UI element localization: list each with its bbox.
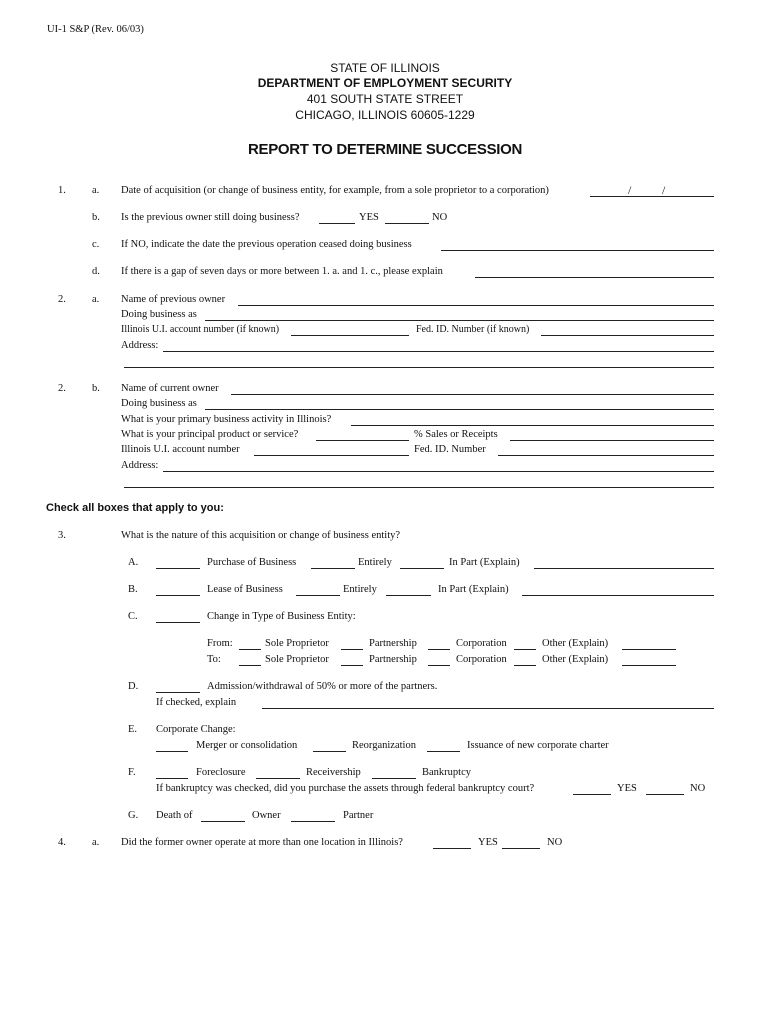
q2b-ui-acct-label: Illinois U.I. account number xyxy=(121,444,240,455)
q2b-address-field[interactable] xyxy=(163,471,714,472)
q2b-product-label: What is your principal product or service? xyxy=(121,429,299,440)
q3c-to-corporation-label: Corporation xyxy=(456,654,507,665)
q3f-no-label: NO xyxy=(690,783,706,794)
q3c-from-explain-field[interactable] xyxy=(622,649,676,650)
q3c-to-partnership-label: Partnership xyxy=(369,654,417,665)
q1a-date-slash-2: / xyxy=(662,183,666,197)
q3a-in-part-field[interactable] xyxy=(400,568,444,569)
q1a-date-slash-1: / xyxy=(628,183,632,197)
q3d-explain-field[interactable] xyxy=(262,708,714,709)
q2b-sales-label: % Sales or Receipts xyxy=(414,429,498,440)
q3c-change-field[interactable] xyxy=(156,622,200,623)
q3c-to-other-label: Other (Explain) xyxy=(542,654,609,665)
q1c-letter: c. xyxy=(92,239,100,250)
header-department: DEPARTMENT OF EMPLOYMENT SECURITY xyxy=(257,76,513,90)
q1b-letter: b. xyxy=(92,212,100,223)
q3g-owner-field[interactable] xyxy=(201,821,245,822)
q3g-partner-label: Partner xyxy=(343,810,374,821)
q3f-bankruptcy-field[interactable] xyxy=(372,778,416,779)
q2b-fed-id-label: Fed. ID. Number xyxy=(414,444,486,455)
q3e-letter: E. xyxy=(128,724,138,735)
q4a-letter: a. xyxy=(92,837,100,848)
q2b-sales-field[interactable] xyxy=(510,440,714,441)
q4-number: 4. xyxy=(58,837,66,848)
q2a-fed-id-field[interactable] xyxy=(541,335,714,336)
q1b-yes-field[interactable] xyxy=(319,223,355,224)
q4a-no-label: NO xyxy=(547,837,563,848)
q3c-from-label: From: xyxy=(207,638,233,649)
q3e-label: Corporate Change: xyxy=(156,724,236,735)
q1b-yes-label: YES xyxy=(359,212,379,223)
q3c-to-partnership-field[interactable] xyxy=(341,665,363,666)
q2b-activity-field[interactable] xyxy=(351,425,714,426)
q3a-purchase-label: Purchase of Business xyxy=(207,557,297,568)
q3d-checked-label: If checked, explain xyxy=(156,697,237,708)
q2a-dba-label: Doing business as xyxy=(121,309,197,320)
q3b-entirely-field[interactable] xyxy=(296,595,340,596)
q3c-from-corporation-label: Corporation xyxy=(456,638,507,649)
q2a-dba-field[interactable] xyxy=(205,320,714,321)
q3d-letter: D. xyxy=(128,681,139,692)
q2a-prev-owner-field[interactable] xyxy=(238,305,714,306)
q2b-number: 2. xyxy=(58,383,66,394)
q3b-lease-label: Lease of Business xyxy=(207,584,283,595)
q3a-in-part-label: In Part (Explain) xyxy=(449,557,520,568)
q3c-to-explain-field[interactable] xyxy=(622,665,676,666)
q3f-question-label: If bankruptcy was checked, did you purchase the assets through federal bankruptcy court? xyxy=(156,783,535,794)
q3a-letter: A. xyxy=(128,557,139,568)
q4a-yes-label: YES xyxy=(478,837,498,848)
q2b-address-label: Address: xyxy=(121,460,159,471)
q3-label: What is the nature of this acquisition or change of business entity? xyxy=(121,530,401,541)
q2a-address-field-2[interactable] xyxy=(124,367,714,368)
q1b-no-label: NO xyxy=(432,212,448,223)
q2b-cur-owner-field[interactable] xyxy=(231,394,714,395)
q3a-explain-field[interactable] xyxy=(534,568,714,569)
q4a-no-field[interactable] xyxy=(502,848,540,849)
q2a-address-label: Address: xyxy=(121,340,159,351)
q2b-address-field-2[interactable] xyxy=(124,487,714,488)
q3f-foreclosure-field[interactable] xyxy=(156,778,188,779)
q2b-letter: b. xyxy=(92,383,100,394)
q3f-yes-field[interactable] xyxy=(573,794,611,795)
q2b-dba-label: Doing business as xyxy=(121,398,197,409)
q2a-fed-id-label: Fed. ID. Number (if known) xyxy=(416,324,530,335)
check-heading: Check all boxes that apply to you: xyxy=(46,502,224,514)
q2a-number: 2. xyxy=(58,294,66,305)
q1a-date-field[interactable] xyxy=(590,196,714,197)
q3c-letter: C. xyxy=(128,611,138,622)
q3d-field[interactable] xyxy=(156,692,200,693)
q3f-receivership-field[interactable] xyxy=(256,778,300,779)
q1d-explain-field[interactable] xyxy=(475,277,714,278)
q2b-fed-id-field[interactable] xyxy=(498,455,714,456)
q3e-issuance-label: Issuance of new corporate charter xyxy=(467,740,609,751)
q3e-reorg-field[interactable] xyxy=(313,751,346,752)
q3c-to-label: To: xyxy=(207,654,221,665)
q3c-from-other-field[interactable] xyxy=(514,649,536,650)
q2b-dba-field[interactable] xyxy=(205,409,714,410)
q3e-merger-field[interactable] xyxy=(156,751,188,752)
q3g-owner-label: Owner xyxy=(252,810,281,821)
q2b-cur-owner-label: Name of current owner xyxy=(121,383,219,394)
q3g-letter: G. xyxy=(128,810,139,821)
q2a-address-field[interactable] xyxy=(163,351,714,352)
q3f-receivership-label: Receivership xyxy=(306,767,361,778)
q3b-letter: B. xyxy=(128,584,138,595)
q3c-to-corporation-field[interactable] xyxy=(428,665,450,666)
form-id: UI-1 S&P (Rev. 06/03) xyxy=(47,24,144,35)
q3c-to-sole-label: Sole Proprietor xyxy=(265,654,329,665)
q3e-issuance-field[interactable] xyxy=(427,751,460,752)
q3c-from-corporation-field[interactable] xyxy=(428,649,450,650)
q3f-foreclosure-label: Foreclosure xyxy=(196,767,246,778)
q3-number: 3. xyxy=(58,530,66,541)
q3f-bankruptcy-label: Bankruptcy xyxy=(422,767,471,778)
q1b-no-field[interactable] xyxy=(385,223,429,224)
q1b-label: Is the previous owner still doing business? xyxy=(121,212,300,223)
q2a-ui-acct-field[interactable] xyxy=(291,335,409,336)
q3c-from-sole-label: Sole Proprietor xyxy=(265,638,329,649)
q3e-merger-label: Merger or consolidation xyxy=(196,740,298,751)
q3c-to-other-field[interactable] xyxy=(514,665,536,666)
q2a-ui-acct-label: Illinois U.I. account number (if known) xyxy=(121,324,280,335)
q2b-product-field[interactable] xyxy=(316,440,409,441)
q3b-entirely-label: Entirely xyxy=(343,584,377,595)
q3g-death-label: Death of xyxy=(156,810,193,821)
q3f-letter: F. xyxy=(128,767,136,778)
q2a-letter: a. xyxy=(92,294,100,305)
q1d-label: If there is a gap of seven days or more between 1. a. and 1. c., please explain xyxy=(121,266,443,277)
q3g-partner-field[interactable] xyxy=(291,821,335,822)
q1a-label: Date of acquisition (or change of business entity, for example, from a sole proprietor to a corporation) xyxy=(121,185,549,196)
q3b-lease-field[interactable] xyxy=(156,595,200,596)
q3c-from-sole-field[interactable] xyxy=(239,649,261,650)
header-city: CHICAGO, ILLINOIS 60605-1229 xyxy=(295,108,475,122)
q3f-no-field[interactable] xyxy=(646,794,684,795)
q3b-in-part-field[interactable] xyxy=(386,595,431,596)
q1-number: 1. xyxy=(58,185,66,196)
q2a-prev-owner-label: Name of previous owner xyxy=(121,294,226,305)
q3b-in-part-label: In Part (Explain) xyxy=(438,584,509,595)
header-state: STATE OF ILLINOIS xyxy=(330,61,440,75)
page-title: REPORT TO DETERMINE SUCCESSION xyxy=(247,141,523,158)
q3c-from-other-label: Other (Explain) xyxy=(542,638,609,649)
q4a-yes-field[interactable] xyxy=(433,848,471,849)
q2b-activity-label: What is your primary business activity in Illinois? xyxy=(121,414,332,425)
q3c-from-partnership-field[interactable] xyxy=(341,649,363,650)
q3c-from-partnership-label: Partnership xyxy=(369,638,417,649)
q4a-label: Did the former owner operate at more than one location in Illinois? xyxy=(121,837,403,848)
q3a-entirely-field[interactable] xyxy=(311,568,355,569)
q3a-purchase-field[interactable] xyxy=(156,568,200,569)
q3b-explain-field[interactable] xyxy=(522,595,714,596)
q3e-reorg-label: Reorganization xyxy=(352,740,416,751)
q1d-letter: d. xyxy=(92,266,100,277)
q3f-yes-label: YES xyxy=(617,783,637,794)
q3d-label: Admission/withdrawal of 50% or more of the partners. xyxy=(207,681,438,692)
q3c-to-sole-field[interactable] xyxy=(239,665,261,666)
header-street: 401 SOUTH STATE STREET xyxy=(306,92,464,106)
q3c-label: Change in Type of Business Entity: xyxy=(207,611,356,622)
q1c-label: If NO, indicate the date the previous operation ceased doing business xyxy=(121,239,412,250)
q1c-date-field[interactable] xyxy=(441,250,714,251)
q1a-letter: a. xyxy=(92,185,100,196)
q3a-entirely-label: Entirely xyxy=(358,557,392,568)
q2b-ui-acct-field[interactable] xyxy=(254,455,409,456)
